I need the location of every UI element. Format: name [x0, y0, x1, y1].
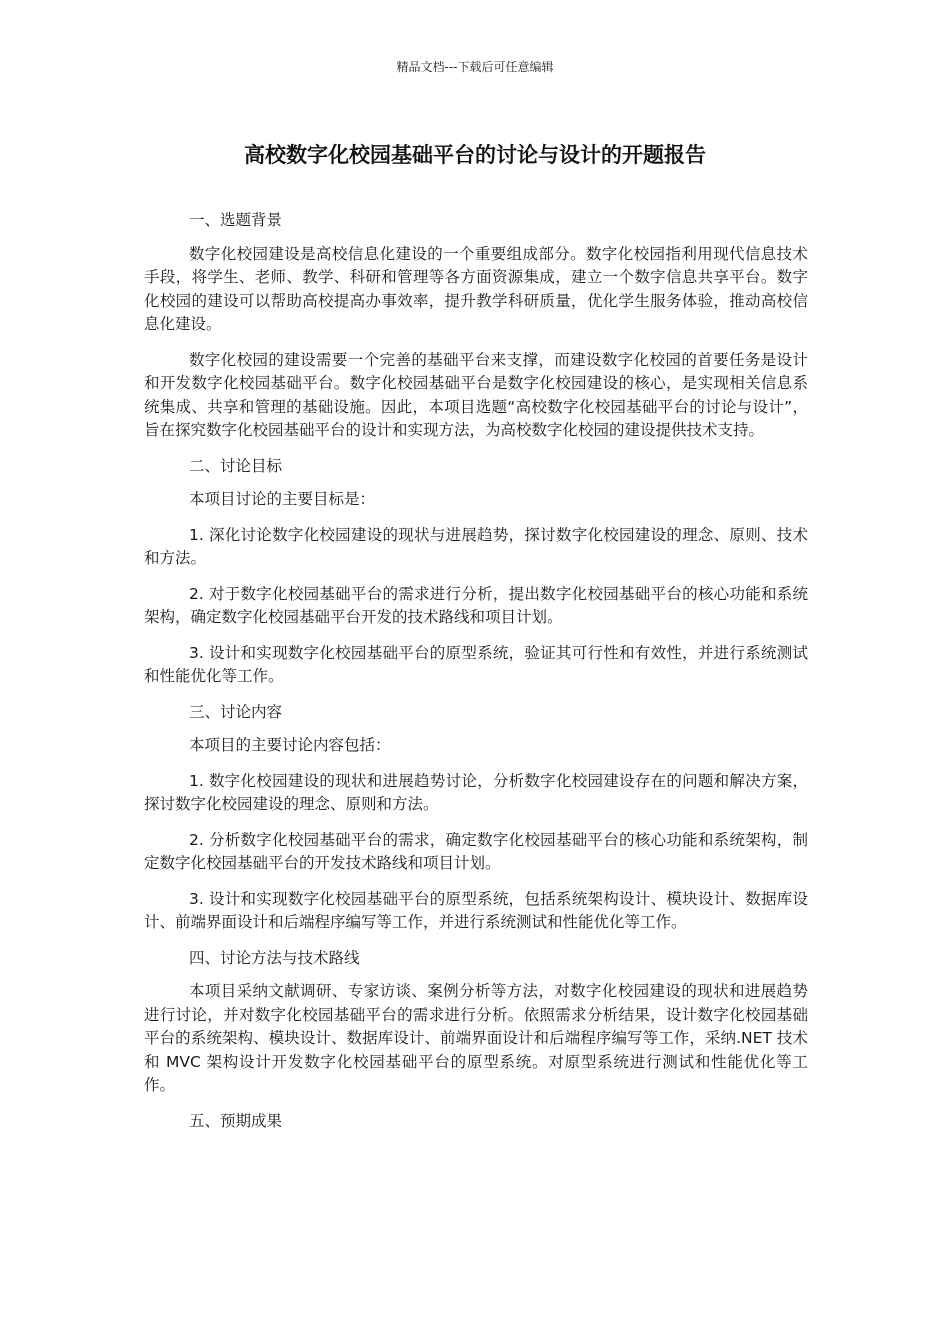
list-item: 2. 对于数字化校园基础平台的需求进行分析，提出数字化校园基础平台的核心功能和系统架构，确定数字化校园基础平台开发的技术路线和项目计划。 [144, 584, 808, 626]
document-title: 高校数字化校园基础平台的讨论与设计的开题报告 [244, 143, 706, 167]
section-heading: 三、讨论内容 [189, 702, 283, 721]
paragraph: 数字化校园的建设需要一个完善的基础平台来支撑，而建设数字化校园的首要任务是设计和开发数字化校园基础平台。数字化校园基础平台是数字化校园建设的核心，是实现相关信息系统集成、共享和管理的基础设施。因此，本项目选题“高校数字化校园基础平台的讨论与设计”，旨在探究数字化校园基础平台的设计和实现方法，为高校数字化校园的建设提供技术支持。 [144, 350, 808, 439]
paragraph: 数字化校园建设是高校信息化建设的一个重要组成部分。数字化校园指利用现代信息技术手段，将学生、老师、教学、科研和管理等各方面资源集成，建立一个数字信息共享平台。数字化校园的建设可以帮助高校提高办事效率，提升教学科研质量，优化学生服务体验，推动高校信息化建设。 [144, 244, 808, 333]
paragraph: 本项目采纳文献调研、专家访谈、案例分析等方法，对数字化校园建设的现状和进展趋势进行讨论，并对数字化校园基础平台的需求进行分析。依照需求分析结果，设计数字化校园基础平台的系统架构、模块设计、数据库设计、前端界面设计和后端程序编写等工作，采纳.NET 技术和 MVC 架构设计开发数字化校园基础平台的原型系统。对原型系统进行测试和性能优化等工作。 [144, 982, 808, 1094]
paragraph: 本项目的主要讨论内容包括： [189, 736, 391, 754]
list-item: 3. 设计和实现数字化校园基础平台的原型系统，包括系统架构设计、模块设计、数据库设计、前端界面设计和后端程序编写等工作，并进行系统测试和性能优化等工作。 [144, 889, 808, 931]
document-body [144, 209, 808, 1143]
list-item: 2. 分析数字化校园基础平台的需求，确定数字化校园基础平台的核心功能和系统架构，制定数字化校园基础平台的开发技术路线和项目计划。 [144, 830, 808, 872]
section-heading: 四、讨论方法与技术路线 [189, 948, 360, 967]
section-heading: 五、预期成果 [189, 1111, 283, 1130]
list-item: 3. 设计和实现数字化校园基础平台的原型系统，验证其可行性和有效性，并进行系统测试和性能优化等工作。 [144, 643, 808, 685]
section-heading: 一、选题背景 [189, 211, 283, 229]
list-item: 1. 数字化校园建设的现状和进展趋势讨论，分析数字化校园建设存在的问题和解决方案，探讨数字化校园建设的理念、原则和方法。 [144, 771, 808, 813]
paragraph: 本项目讨论的主要目标是： [189, 490, 376, 508]
list-item: 1. 深化讨论数字化校园建设的现状与进展趋势，探讨数字化校园建设的理念、原则、技术和方法。 [144, 525, 808, 567]
page-header: 精品文档---下载后可任意编辑 [396, 60, 554, 74]
section-heading: 二、讨论目标 [189, 456, 283, 475]
